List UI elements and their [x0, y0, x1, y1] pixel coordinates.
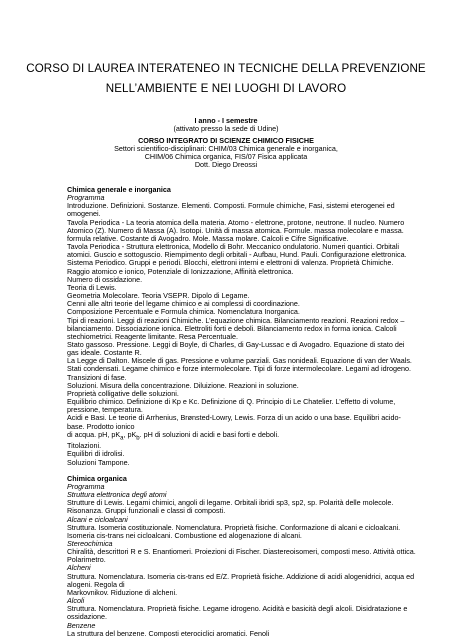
paragraph-12: La Legge di Dalton. Miscele di gas. Pressione e volume parziali. Gas nonideali. Equazione di van der Waals.: [67, 356, 412, 366]
topic-text: Struttura. Isomeria costituzionale. Nomenclatura. Proprietà fisiche. Conformazione di alcani e cicloalcani. Isomeria cis-trans nei cicloalcani. Combustione ed alogenazione di alcani.: [67, 522, 401, 540]
paragraph-6: Teoria di Lewis.: [67, 282, 117, 292]
paragraph-14: Soluzioni. Misura della concentrazione. Diluizione. Reazioni in soluzione.: [67, 380, 299, 390]
topic-heading: Struttura elettronica degli atomi: [67, 490, 167, 500]
topic-text: Strutture di Lewis. Legami chimici, angoli di legame. Orbitali ibridi sp3, sp2, sp. Polarità delle molecole. Risonanza. Gruppi funzionali e classi di composti.: [67, 498, 394, 516]
ph-line-text: di acqua. pH, pK: [67, 429, 121, 439]
year-semester: I anno - I semestre: [194, 116, 258, 125]
section-heading-general-chemistry: Chimica generale e inorganica: [67, 185, 171, 194]
course-name: CORSO INTEGRATO DI SCIENZE CHIMICO FISICHE: [138, 136, 314, 146]
topic-text: La struttura del benzene. Composti eterociclici aromatici. Fenoli: [67, 628, 270, 638]
section-subheading-programma-2: Programma: [67, 481, 105, 491]
paragraph-16: Equilibrio chimico. Definizione di Kp e Kc. Definizione di Q. Principio di Le Chatelier. L’effetto di volume, pressione, temperatura.: [67, 397, 396, 415]
topic-text: Struttura. Nomenclatura. Isomeria cis-trans ed E/Z. Proprietà fisiche. Addizione di acidi alogenidrici, acqua ed alogeni. Regola di: [67, 571, 415, 589]
teacher-name: Dott. Diego Dreossi: [194, 160, 258, 170]
paragraph-4: Sistema Periodico. Gruppi e periodi. Blocchi, elettroni interni e elettroni di valenza. Proprietà Chimiche. Raggio atomico e ionico, Potenziale di Ionizzazione, Affinità elettronica.: [67, 258, 394, 276]
tail-line-3: Soluzioni Tampone.: [67, 457, 130, 467]
paragraph-7: Geometria Molecolare. Teoria VSEPR. Dipolo di Legame.: [67, 291, 250, 301]
paragraph-5: Numero di ossidazione.: [67, 274, 143, 284]
paragraph-3: Tavola Periodica - Struttura elettronica, Modello di Bohr. Meccanico ondulatorio. Numeri quantici. Orbitali atomici. Guscio e sottoguscio. Riempimento degli orbitali - Aufbau, Hund. Pauli. Configurazione elettronica.: [67, 242, 407, 260]
paragraph-17: Acidi e Basi. Le teorie di Arrhenius, Brønsted-Lowry, Lewis. Forza di un acido o una base. Equilibri acido-base. Prodotto ionico: [67, 413, 401, 431]
paragraph-2: Tavola Periodica - La teoria atomica della materia. Atomo - elettrone, protone, neutrone. Il nucleo. Numero Atomico (Z). Numero di Massa (A). Isotopi. Unità di massa atomica. Formule. massa molecolare e massa. formula relative. Costante di Avogadro. Mole. Massa molare. Calcoli e Cifre Significative.: [67, 217, 405, 243]
topic-text: Markovnikov. Riduzione di alcheni.: [67, 587, 178, 597]
document-title-line-2: NELL’AMBIENTE E NEI LUOGHI DI LAVORO: [105, 82, 347, 95]
paragraph-13: Stati condensati. Legame chimico e forze intermolecolare. Tipi di forze intermolecolare. Legami ad idrogeno. Transizioni di fase.: [67, 364, 411, 382]
tail-line-1: Titolazioni.: [67, 441, 102, 451]
general-chemistry-tail: [67, 442, 417, 466]
paragraph-9: Composizione Percentuale e Formula chimica. Nomenclatura Inorganica.: [67, 307, 300, 317]
paragraph-15: Proprietà colligative delle soluzioni.: [67, 388, 179, 398]
course-info: [0, 117, 452, 170]
topic-text: Chiralità, descrittori R e S. Enantiomeri. Proiezioni di Fischer. Diastereoisomeri, composti meso. Attività ottica. Polarimetro.: [67, 547, 416, 565]
topic-heading: Alcani e cicloalcani: [67, 514, 128, 524]
ph-line-mid: , pK: [123, 429, 137, 439]
tail-line-2: Equilibri di idrolisi.: [67, 449, 125, 459]
sectors-line-1: Settori scientifico-disciplinari: CHIM/03 Chimica generale e inorganica,: [114, 144, 338, 154]
organic-chemistry-items: [67, 491, 417, 638]
topic-heading: Alcoli: [67, 596, 85, 606]
paragraph-8: Cenni alle altri teorie del legame chimico e ai complessi di coordinazione.: [67, 299, 300, 309]
paragraph-10: Tipi di reazioni. Leggi di reazioni Chimiche. L’equazione chimica. Bilanciamento reazioni. Reazioni redox – bilanciamento. Dissociazione ionica. Elettroliti forti e deboli. Bilanciamento redox in forma ionica. Calcoli stechiometrici. Reagente limitante. Resa Percentuale.: [67, 315, 405, 341]
general-chemistry-paragraphs: [67, 202, 417, 430]
location-note: (attivato presso la sede di Udine): [173, 124, 279, 134]
topic-text: Struttura. Nomenclatura. Proprietà fisiche. Legame idrogeno. Acidità e basicità degli alcoli. Disidratazione e ossidazione.: [67, 604, 408, 622]
ph-sub-b: b: [136, 435, 140, 442]
ph-line: [67, 431, 417, 443]
document-title-line-1: CORSO DI LAUREA INTERATENEO IN TECNICHE DELLA PREVENZIONE: [26, 62, 426, 75]
ph-sub-a: a: [120, 435, 124, 442]
paragraph-11: Stato gassoso. Pressione. Leggi di Boyle, di Charles, di Gay-Lussac e di Avogadro. Equazione di stato dei gas ideale. Costante R.: [67, 339, 405, 358]
program-content: [67, 186, 417, 638]
sectors-line-2: CHIM/06 Chimica organica, FIS/07 Fisica applicata: [144, 152, 308, 162]
paragraph-1: Introduzione. Definizioni. Sostanze. Elementi. Composti. Formule chimiche, Fasi, sistemi eterogenei ed omogenei.: [67, 201, 395, 219]
topic-heading: Stereochimica: [67, 539, 113, 548]
topic-heading: Benzene: [67, 620, 96, 630]
ph-line-post: . pH di soluzioni di acidi e basi forti e deboli.: [139, 429, 280, 439]
section-heading-organic-chemistry: Chimica organica: [67, 473, 127, 483]
topic-heading: Alcheni: [67, 563, 91, 573]
section-subheading-programma: Programma: [67, 193, 105, 203]
